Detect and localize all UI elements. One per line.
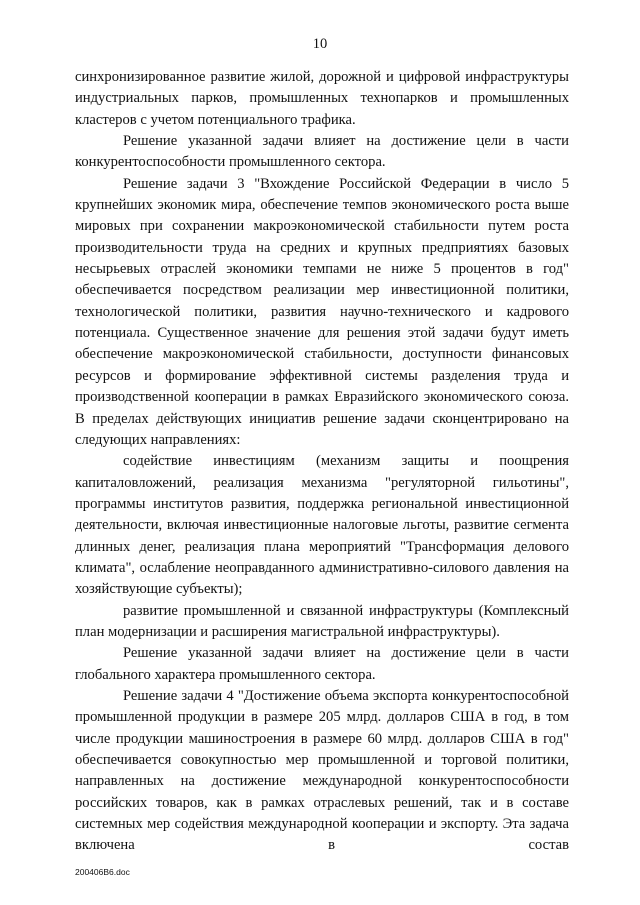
paragraph-task-impact-competitiveness: Решение указанной задачи влияет на достижение цели в части конкурентоспособности промышленного сектора.: [75, 133, 569, 171]
paragraph-task-impact-global: Решение указанной задачи влияет на достижение цели в части глобального характера промышленного сектора.: [75, 645, 569, 683]
paragraph-continuation: синхронизированное развитие жилой, дорожной и цифровой инфраструктуры индустриальных парков, промышленных технопарков и промышленных кластеров с учетом потенциального трафика.: [75, 69, 569, 128]
page-number: 10: [312, 36, 328, 52]
list-item-infrastructure-development: развитие промышленной и связанной инфраструктуры (Комплексный план модернизации и расширения магистральной инфраструктуры).: [75, 602, 569, 640]
list-item-investment-support: содействие инвестициям (механизм защиты и поощрения капиталовложений, реализация механизма "регуляторной гильотины", программы институтов развития, поддержка региональной инвестиционной деятельности, включая инвестиционные налоговые льготы, развитие сегмента длинных денег, реализация плана мероприятий "Трансформация делового климата", ослабление неоправданного административно-силового давления на хозяйствующие субъекты);: [75, 453, 569, 598]
paragraph-task-3: Решение задачи 3 "Вхождение Российской Федерации в число 5 крупнейших экономик мира, обеспечение темпов экономического роста выше мировых при сохранении макроэкономической стабильности путем роста производительности труда на средних и крупных предприятиях базовых несырьевых отраслей экономики темпами не ниже 5 процентов в год" обеспечивается посредством реализации мер инвестиционной политики, технологической политики, развития научно-технического и кадрового потенциала. Существенное значение для решения этой задачи будут иметь обеспечение макроэкономической стабильности, доступности финансовых ресурсов и формирование эффективной системы разделения труда и производственной кооперации в рамках Евразийского экономического союза. В пределах действующих инициатив решение задачи сконцентрировано на следующих направлениях:: [75, 175, 569, 448]
paragraph-task-4: Решение задачи 4 "Достижение объема экспорта конкурентоспособной промышленной продукции в размере 205 млрд. долларов США в год, в том числе продукции машиностроения в размере 60 млрд. долларов США в год" обеспечивается совокупностью мер промышленной и торговой политики, направленных на достижение международной конкурентоспособности российских товаров, как в рамках отраслевых решений, так и в составе системных мер содействия международной кооперации и экспорту. Эта задача включена в состав: [75, 687, 569, 854]
document-file-code: 200406B6.doc: [75, 867, 130, 877]
document-body: [75, 67, 569, 857]
